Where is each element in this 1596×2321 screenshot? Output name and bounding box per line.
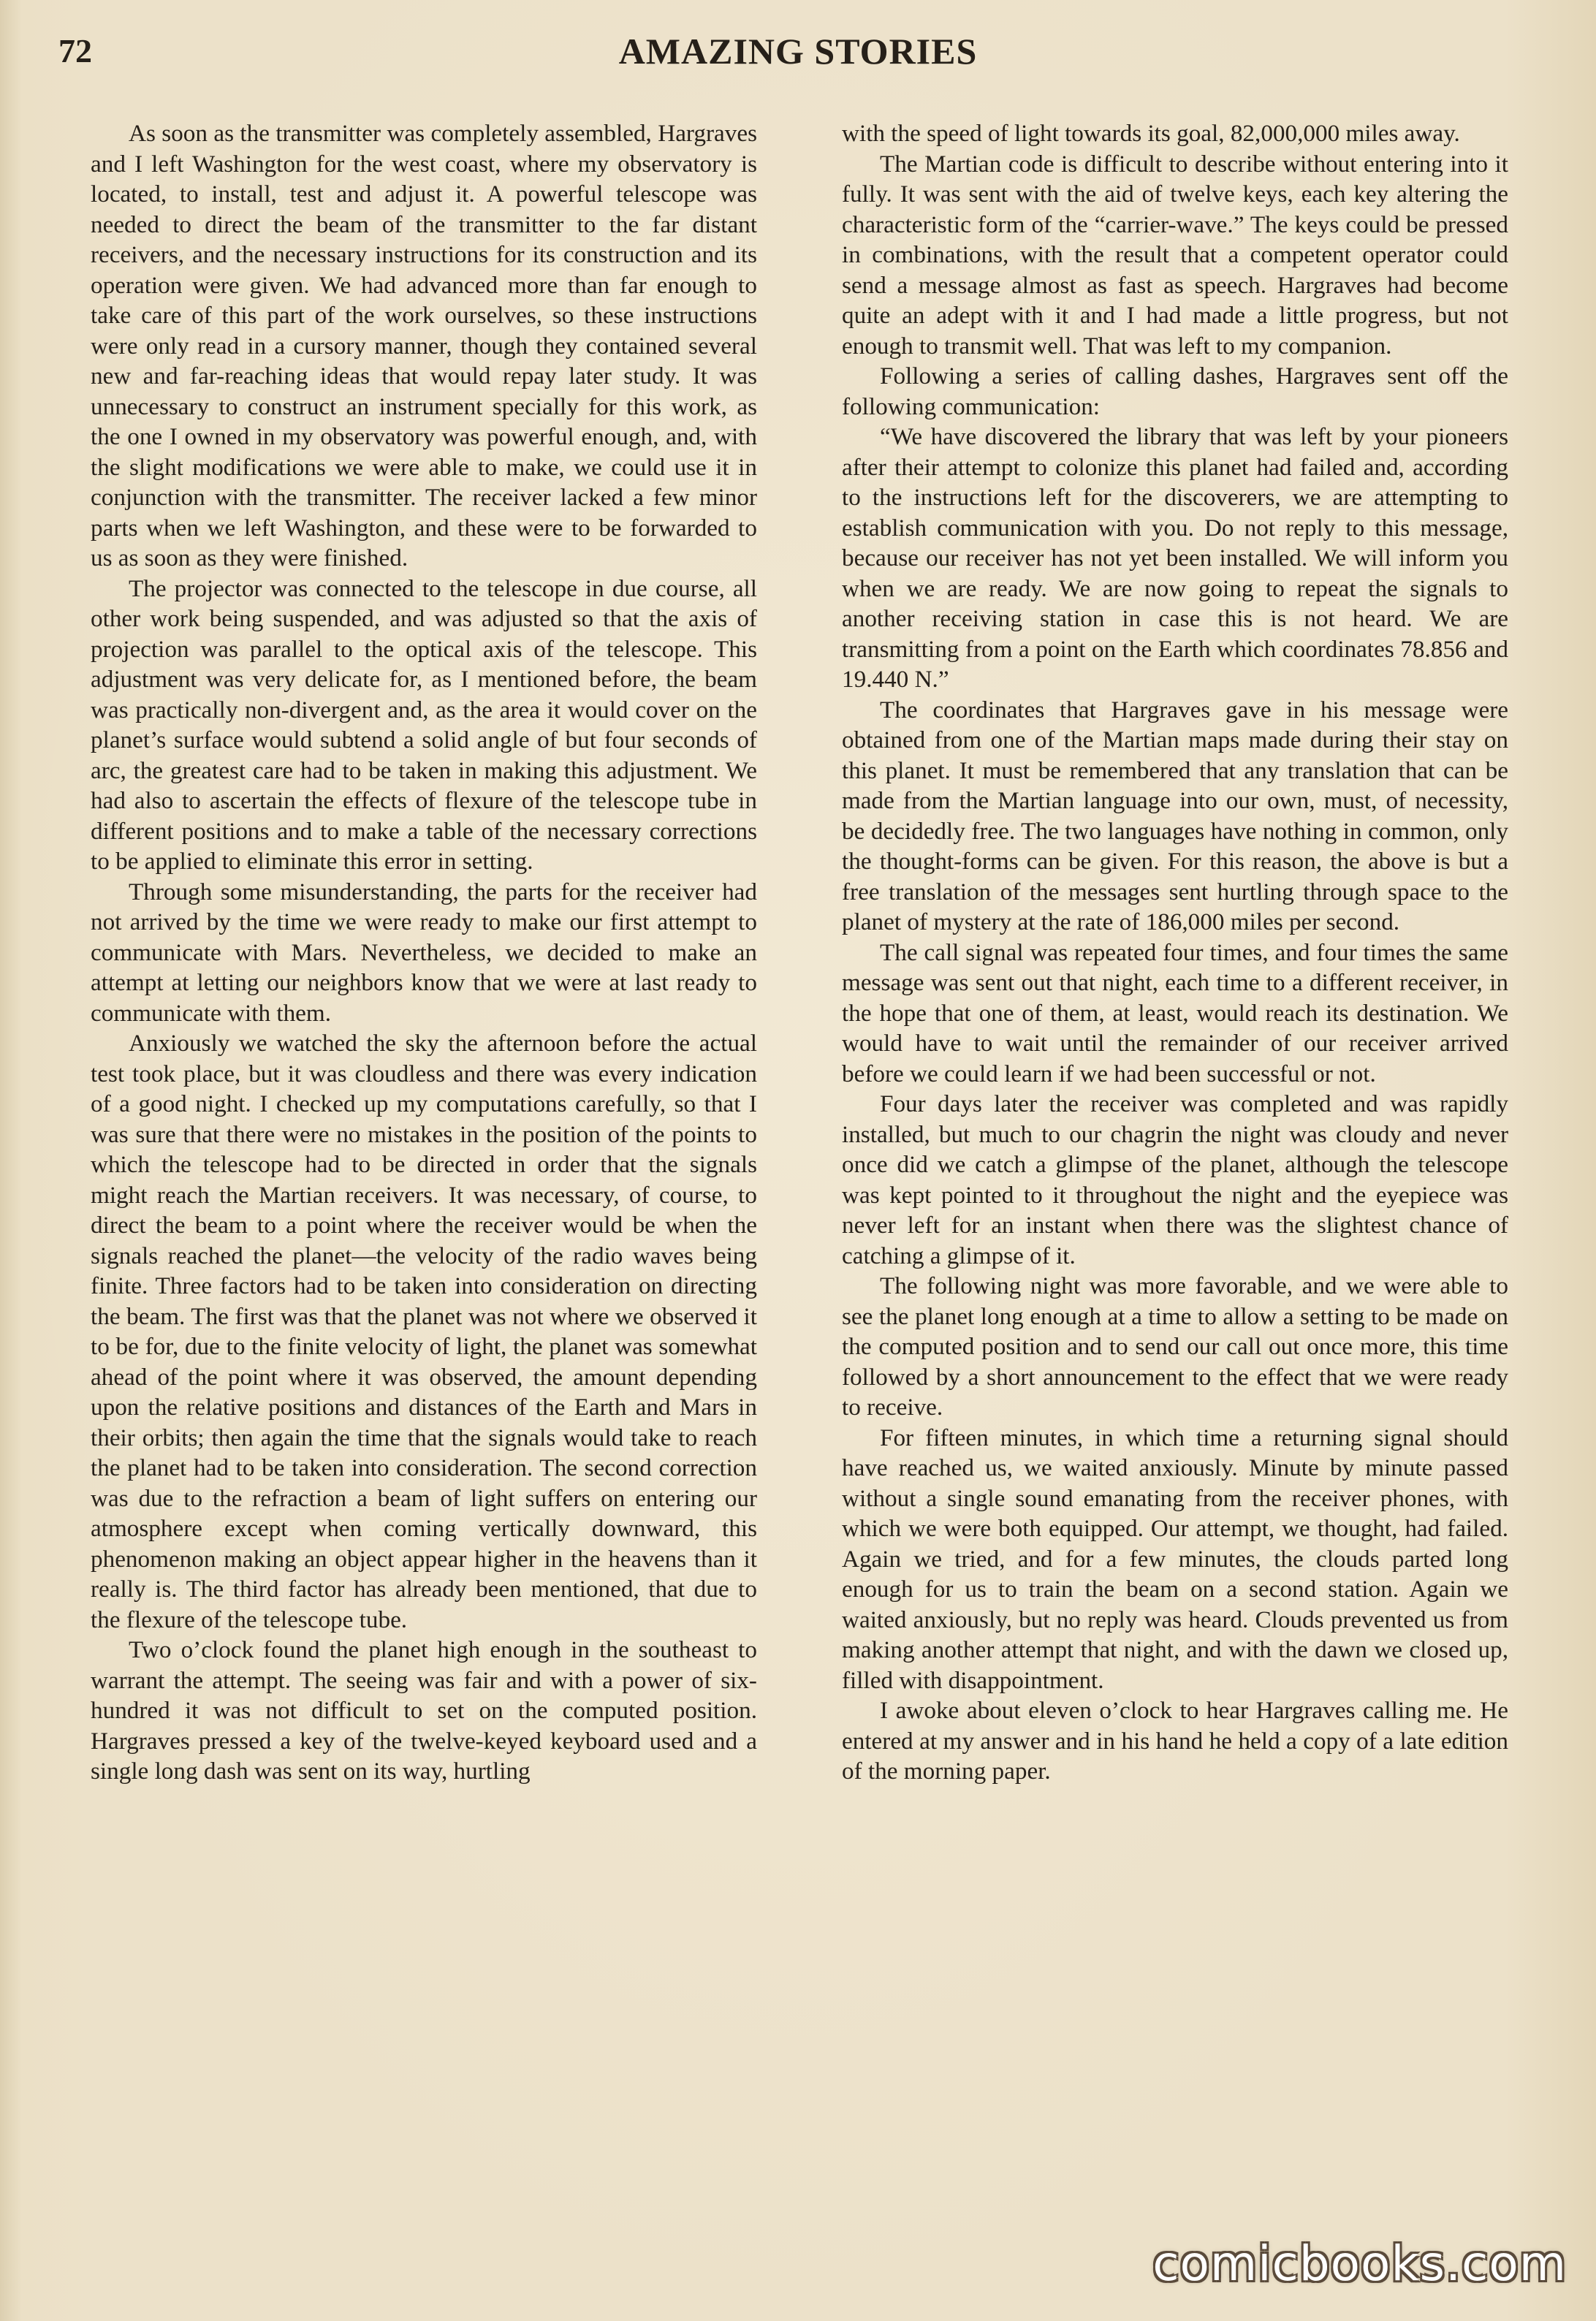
paragraph: The Martian code is difficult to describe without entering into it fully. It was sent with the aid of twelve keys, each key altering the characteristic form of the “carrier-wave.” The keys could be pressed in combinations, with the result that a competent operator could send a message almost as fast as speech. Hargraves had become quite an adept with it and I had made a little progress, but not enough to transmit well. That was left to my companion. [842,150,1508,360]
paragraph-continued: with the speed of light towards its goal, 82,000,000 miles away. [842,120,1460,147]
paragraph: I awoke about eleven o’clock to hear Hargraves calling me. He entered at my answer and in his hand he held a copy of a late edition of the morning paper. [842,1697,1508,1785]
paragraph: Four days later the receiver was completed and was rapidly installed, but much to our chagrin the night was cloudy and never once did we catch a glimpse of the planet, although the telescope was kept pointed to it throughout the night and the eyepiece was never left for an instant when there was the slightest chance of catching a glimpse of it. [842,1090,1508,1269]
page-number: 72 [58,32,92,69]
paragraph: Anxiously we watched the sky the afternoon before the actual test took place, but it was cloudless and there was every indication of a good night. I checked up my computations carefully, so that I was sure that there were no mistakes in the position of the points to which the telescope had to be directed in order that the signals might reach the Martian receivers. It was necessary, of course, to direct the beam to a point where the receiver would be when the signals reached the planet—the velocity of the radio waves being finite. Three factors had to be taken into consideration on directing the beam. The first was that the planet was not where we observed it to be for, due to the finite velocity of light, the planet was somewhat ahead of the point where it was observed, the amount depending upon the relative positions and distances of the Earth and Mars in their orbits; then again the time that the signals would take to reach the planet had to be taken into consideration. The second correction was due to the refraction a beam of light suffers on entering our atmosphere except when coming vertically downward, this phenomenon making an object appear higher in the heavens than it really is. The third factor has already been mentioned, that due to the flexure of the telescope tube. [91,1030,757,1633]
paragraph: Following a series of calling dashes, Hargraves sent off the following communication: [842,362,1508,420]
paragraph: Two o’clock found the planet high enough in the southeast to warrant the attempt. The seeing was fair and with a power of six-hundred it was not difficult to set on the computed position. Hargraves pressed a key of the twelve-keyed keyboard used and a single long dash was sent on its way, hurtling [91,1636,757,1785]
left-column [91,118,757,1787]
magazine-title: AMAZING STORIES [618,31,978,72]
right-column [842,118,1508,1787]
running-head [0,29,1596,88]
paragraph: The projector was connected to the telescope in due course, all other work being suspended, and was adjusted so that the axis of projection was parallel to the optical axis of the telescope. This adjustment was very delicate for, as I mentioned before, the beam was practically non-divergent and, as the area it would cover on the planet’s surface would subtend a solid angle of but four seconds of arc, the greatest care had to be taken in making this adjustment. We had also to ascertain the effects of flexure of the telescope tube in different positions and to make a table of the necessary corrections to be applied to eliminate this error in setting. [91,574,757,875]
quoted-message: “We have discovered the library that was left by your pioneers after their attempt to colonize this planet had failed and, according to the instructions left for the discoverers, we are attempting to establish communication with you. Do not reply to this message, because our receiver has not yet been installed. We will inform you when we are ready. We are now going to repeat the signals to another receiving station in case this is not heard. We are transmitting from a point on the Earth which coordinates 78.856 and 19.440 N.” [842,423,1508,693]
paragraph: Through some misunderstanding, the parts for the receiver had not arrived by the time we were ready to make our first attempt to communicate with Mars. Nevertheless, we decided to make an attempt at letting our neighbors know that we were at last ready to communicate with them. [91,878,757,1027]
paragraph: The coordinates that Hargraves gave in his message were obtained from one of the Martian maps made during their stay on this planet. It must be remembered that any translation that can be made from the Martian language into our own, must, of necessity, be decidedly free. The two languages have nothing in common, only the thought-forms can be given. For this reason, the above is but a free translation of the messages sent hurtling through space to the planet of mystery at the rate of 186,000 miles per second. [842,696,1508,935]
watermark: comicbooks.com [1152,2235,1567,2292]
paragraph: For fifteen minutes, in which time a returning signal should have reached us, we waited anxiously. Minute by minute passed without a single sound emanating from the receiver phones, with which we were both equipped. Our attempt, we thought, had failed. Again we tried, and for a few minutes, the clouds parted long enough for us to train the beam on a second station. Again we waited anxiously, but no reply was heard. Clouds prevented us from making another attempt that night, and with the dawn we closed up, filled with disappointment. [842,1424,1508,1694]
paragraph: As soon as the transmitter was completely assembled, Hargraves and I left Washington for the west coast, where my observatory is located, to install, test and adjust it. A powerful telescope was needed to direct the beam of the transmitter to the far distant receivers, and the necessary instructions for its construction and its operation were given. We had advanced more than far enough to take care of this part of the work ourselves, so these instructions were only read in a cursory manner, though they contained several new and far-reaching ideas that would repay later study. It was unnecessary to construct an instrument specially for this work, as the one I owned in my observatory was powerful enough, and, with the slight modifications we were able to make, we could use it in conjunction with the transmitter. The receiver lacked a few minor parts when we left Washington, and these were to be forwarded to us as soon as they were finished. [91,120,757,571]
paragraph: The following night was more favorable, and we were able to see the planet long enough at a time to allow a setting to be made on the computed position and to send our call out once more, this time followed by a short announcement to the effect that we were ready to receive. [842,1272,1508,1421]
paragraph: The call signal was repeated four times, and four times the same message was sent out that night, each time to a different receiver, in the hope that one of them, at least, would reach its destination. We would have to wait until the remainder of our receiver arrived before we could learn if we had been successful or not. [842,938,1508,1087]
